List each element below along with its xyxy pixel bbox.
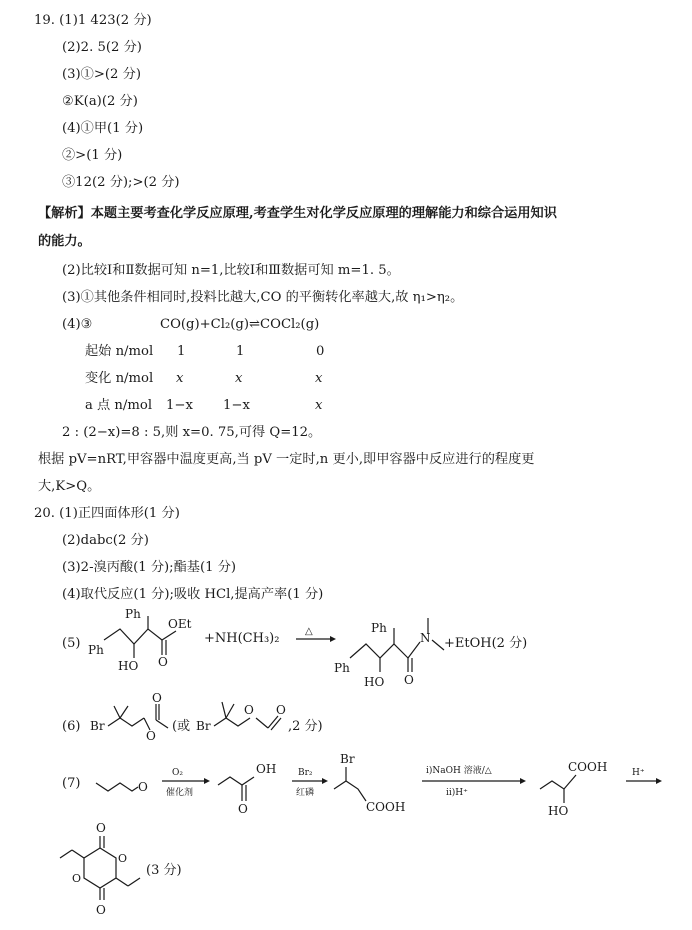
s5-n: N bbox=[420, 631, 431, 645]
s7-ho: HO bbox=[548, 804, 569, 818]
row-point-a-cocl2: x bbox=[315, 398, 323, 413]
s5-ph-2: Ph bbox=[88, 643, 104, 657]
s5-reagent: +NH(CH₃)₂ bbox=[204, 631, 280, 646]
analysis-tag: 【解析】 bbox=[38, 206, 91, 221]
s6-o-2: O bbox=[152, 691, 162, 705]
q19-explain-4-label: (4)③ bbox=[62, 317, 93, 332]
q20-line-1: 20. (1)正四面体形(1 分) bbox=[34, 506, 180, 521]
q19-line-6: ②>(1 分) bbox=[62, 148, 123, 163]
synthesis-route-7 bbox=[0, 745, 692, 825]
s7-cond-1b: 催化剂 bbox=[166, 788, 194, 798]
row-change-co: x bbox=[176, 371, 184, 386]
s6-o-1: O bbox=[146, 729, 156, 743]
s7-o-4: O bbox=[118, 852, 128, 865]
s5-ph-3: Ph bbox=[371, 621, 387, 635]
s7-o-2: O bbox=[238, 802, 248, 816]
s7-score: (3 分) bbox=[146, 863, 182, 878]
q19-analysis-line-2: 的能力。 bbox=[38, 234, 91, 249]
q19-line-4: ②K(a)(2 分) bbox=[62, 94, 138, 109]
s7-o-5: O bbox=[72, 872, 82, 885]
s7-o-3: O bbox=[96, 821, 106, 835]
s7-hydroxy-acid bbox=[540, 760, 607, 818]
s6-o-4: O bbox=[276, 703, 286, 717]
s7-cond-4: H⁺ bbox=[632, 768, 645, 778]
s7-cond-3b: ⅱ)H⁺ bbox=[446, 788, 468, 798]
row-initial-cl2: 1 bbox=[236, 344, 245, 359]
q19-analysis-line-1 bbox=[38, 205, 557, 223]
s6-label: (6) bbox=[62, 719, 81, 734]
s6-br-2: Br bbox=[196, 719, 211, 733]
q19-line-7: ③12(2 分);>(2 分) bbox=[62, 175, 180, 190]
s6-structure-2 bbox=[196, 702, 286, 733]
s5-o-1: O bbox=[158, 655, 168, 669]
s5-product: +EtOH(2 分) bbox=[444, 636, 528, 651]
cyclic-diester bbox=[0, 820, 300, 930]
s7-label: (7) bbox=[62, 776, 81, 791]
s7-cond-1: O₂ bbox=[172, 768, 183, 778]
s5-ph-4: Ph bbox=[334, 661, 350, 675]
q19-para-1: 根据 pV=nRT,甲容器中温度更高,当 pV 一定时,n 更小,即甲容器中反应进行的程度更 bbox=[38, 452, 535, 467]
s7-cond-2b: 红磷 bbox=[296, 788, 315, 798]
q19-line-2: (2)2. 5(2 分) bbox=[62, 40, 142, 55]
s7-propanal bbox=[96, 780, 148, 794]
reaction-scheme-5 bbox=[0, 600, 692, 700]
analysis-text: 本题主要考查化学反应原理,考查学生对化学反应原理的理解能力和综合运用知识 bbox=[90, 206, 557, 221]
row-initial-co: 1 bbox=[177, 344, 186, 359]
row-point-a-co: 1−x bbox=[166, 398, 193, 413]
row-initial-cocl2: 0 bbox=[316, 344, 325, 359]
s5-ph-1: Ph bbox=[125, 607, 141, 621]
s7-propanoic-acid bbox=[218, 762, 276, 816]
q19-explain-2: (2)比较Ⅰ和Ⅱ数据可知 n=1,比较Ⅰ和Ⅲ数据可知 m=1. 5。 bbox=[62, 263, 400, 278]
row-point-a-label: a 点 n/mol bbox=[85, 398, 153, 413]
s5-oet: OEt bbox=[168, 617, 192, 631]
s5-reactant-structure bbox=[88, 607, 192, 673]
q19-equation: CO(g)+Cl₂(g)⇌COCl₂(g) bbox=[160, 317, 320, 332]
s6-alt: (或 bbox=[172, 719, 191, 734]
s7-cond-3: ⅰ)NaOH 溶液/△ bbox=[426, 766, 492, 776]
s7-o-6: O bbox=[96, 903, 106, 917]
s7-oh-1: OH bbox=[256, 762, 277, 776]
s6-o-3: O bbox=[244, 703, 254, 717]
q19-explain-3: (3)①其他条件相同时,投料比越大,CO 的平衡转化率越大,故 η₁>η₂。 bbox=[62, 290, 464, 305]
s7-cond-2: Br₂ bbox=[298, 768, 313, 778]
q19-para-2: 大,K>Q。 bbox=[38, 479, 101, 494]
s7-bromo-acid bbox=[334, 752, 405, 814]
s7-cooh-1: COOH bbox=[366, 800, 406, 814]
s6-structure-1 bbox=[90, 691, 168, 743]
s6-score: ,2 分) bbox=[288, 719, 323, 734]
s7-cyclic-product bbox=[60, 821, 140, 917]
q19-line-1: 19. (1)1 423(2 分) bbox=[34, 13, 152, 28]
structure-6 bbox=[0, 690, 692, 750]
row-change-label: 变化 n/mol bbox=[85, 371, 154, 386]
s5-o-2: O bbox=[404, 673, 414, 687]
s5-ho-2: HO bbox=[364, 675, 385, 689]
row-initial-label: 起始 n/mol bbox=[85, 344, 154, 359]
s6-br-1: Br bbox=[90, 719, 105, 733]
q19-line-3: (3)①>(2 分) bbox=[62, 67, 141, 82]
row-point-a-cl2: 1−x bbox=[223, 398, 250, 413]
q19-calc: 2 : (2−x)=8 : 5,则 x=0. 75,可得 Q=12。 bbox=[62, 425, 322, 440]
s7-o-1: O bbox=[138, 780, 148, 794]
s5-label: (5) bbox=[62, 636, 81, 651]
row-change-cl2: x bbox=[235, 371, 243, 386]
q20-line-3: (3)2-溴丙酸(1 分);酯基(1 分) bbox=[62, 560, 237, 575]
s5-cond: △ bbox=[305, 626, 313, 637]
q20-line-2: (2)dabc(2 分) bbox=[62, 533, 149, 548]
s7-cooh-2: COOH bbox=[568, 760, 608, 774]
q20-line-4: (4)取代反应(1 分);吸收 HCl,提高产率(1 分) bbox=[62, 587, 324, 602]
row-change-cocl2: x bbox=[315, 371, 323, 386]
s7-br: Br bbox=[340, 752, 355, 766]
s5-product-structure bbox=[334, 618, 444, 689]
q19-line-5: (4)①甲(1 分) bbox=[62, 121, 144, 136]
s5-ho-1: HO bbox=[118, 659, 139, 673]
